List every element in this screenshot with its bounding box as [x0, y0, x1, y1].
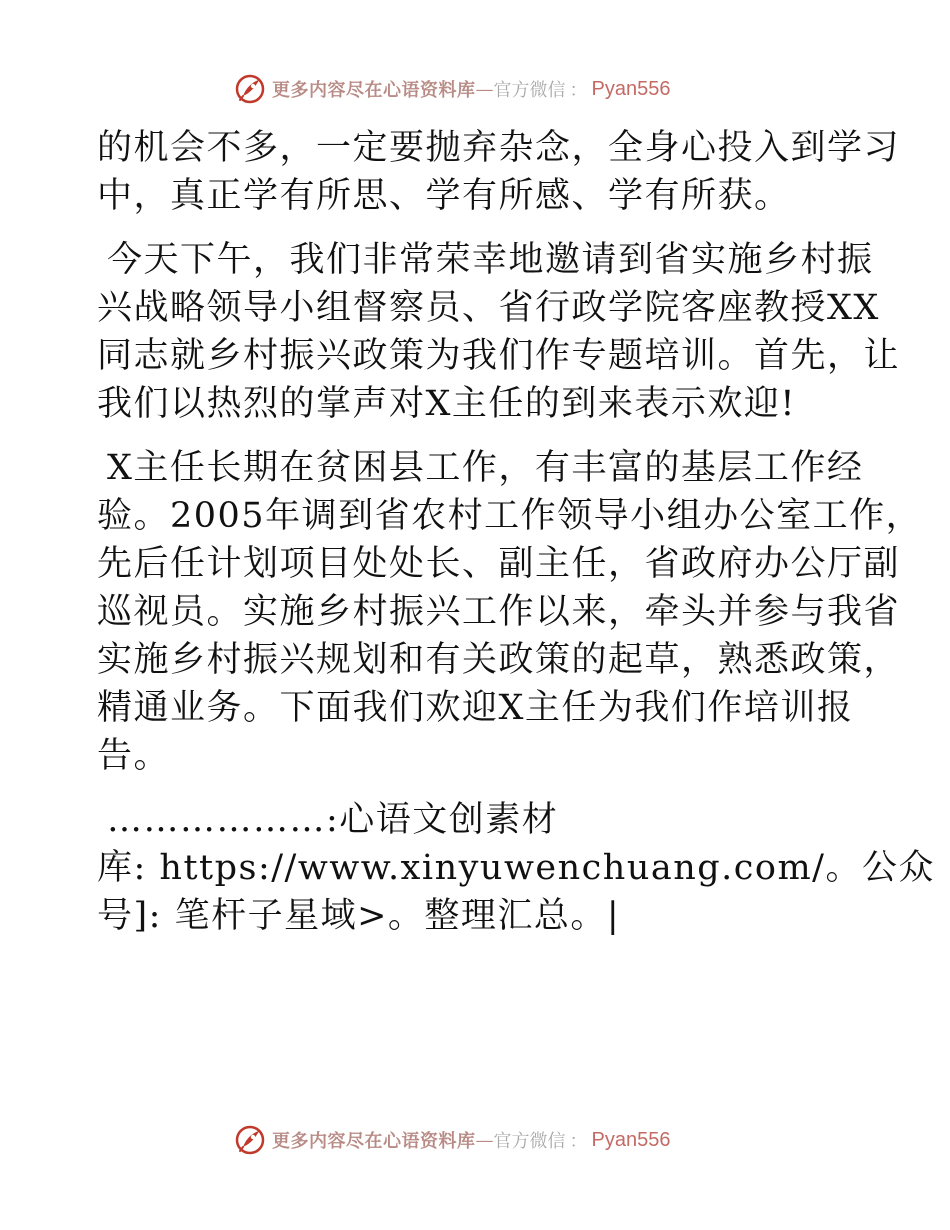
feather-pen-logo-icon [234, 1124, 266, 1156]
banner-official-label: 官方微信 [493, 1131, 566, 1152]
text-line: 中，真正学有所思、学有所感、学有所获。 [97, 176, 791, 216]
paragraph-3 [97, 444, 923, 780]
header-banner [234, 72, 670, 106]
text-line: 先后任计划项目处处长、副主任，省政府办公厅副 [97, 544, 901, 584]
text-line: 精通业务。下面我们欢迎X主任为我们作培训报 [97, 688, 854, 728]
text-line: 我们以热烈的掌声对X主任的到来表示欢迎! [97, 384, 796, 424]
banner-colon: ： [569, 80, 588, 101]
banner-account-id: Pyan556 [591, 1128, 671, 1151]
banner-account-id: Pyan556 [591, 77, 671, 100]
text-line: 今天下午，我们非常荣幸地邀请到省实施乡村振 [107, 240, 874, 280]
banner-colon: ： [569, 1131, 588, 1152]
paragraph-4-source-note [97, 796, 935, 940]
document-body [97, 124, 935, 940]
banner-separator: — [475, 78, 494, 100]
text-line: 库: https://www.xinyuwenchuang.com/。公众 [97, 848, 935, 888]
paragraph-2 [97, 236, 901, 428]
text-line: 告。 [97, 736, 171, 776]
text-line: X主任长期在贫困县工作，有丰富的基层工作经 [107, 448, 864, 488]
text-line: 巡视员。实施乡村振兴工作以来，牵头并参与我省 [97, 592, 901, 632]
feather-pen-logo-icon [234, 73, 266, 105]
banner-official-label: 官方微信 [493, 80, 566, 101]
banner-title: 更多内容尽在心语资料库 [272, 80, 476, 101]
paragraph-1 [97, 124, 901, 220]
text-line: 号]: 笔杆子星域>。整理汇总。| [97, 896, 621, 936]
text-line: ………………:心语文创素材 [107, 800, 559, 840]
text-line: 验。2005年调到省农村工作领导小组办公室工作， [97, 496, 923, 536]
text-line: 同志就乡村振兴政策为我们作专题培训。首先，让 [97, 336, 901, 376]
text-line: 实施乡村振兴规划和有关政策的起草，熟悉政策， [97, 640, 901, 680]
text-line: 兴战略领导小组督察员、省行政学院客座教授XX [97, 288, 880, 328]
footer-banner [234, 1123, 670, 1157]
text-line: 的机会不多，一定要抛弃杂念，全身心投入到学习 [97, 128, 901, 168]
banner-separator: — [475, 1129, 494, 1151]
banner-title: 更多内容尽在心语资料库 [272, 1131, 476, 1152]
